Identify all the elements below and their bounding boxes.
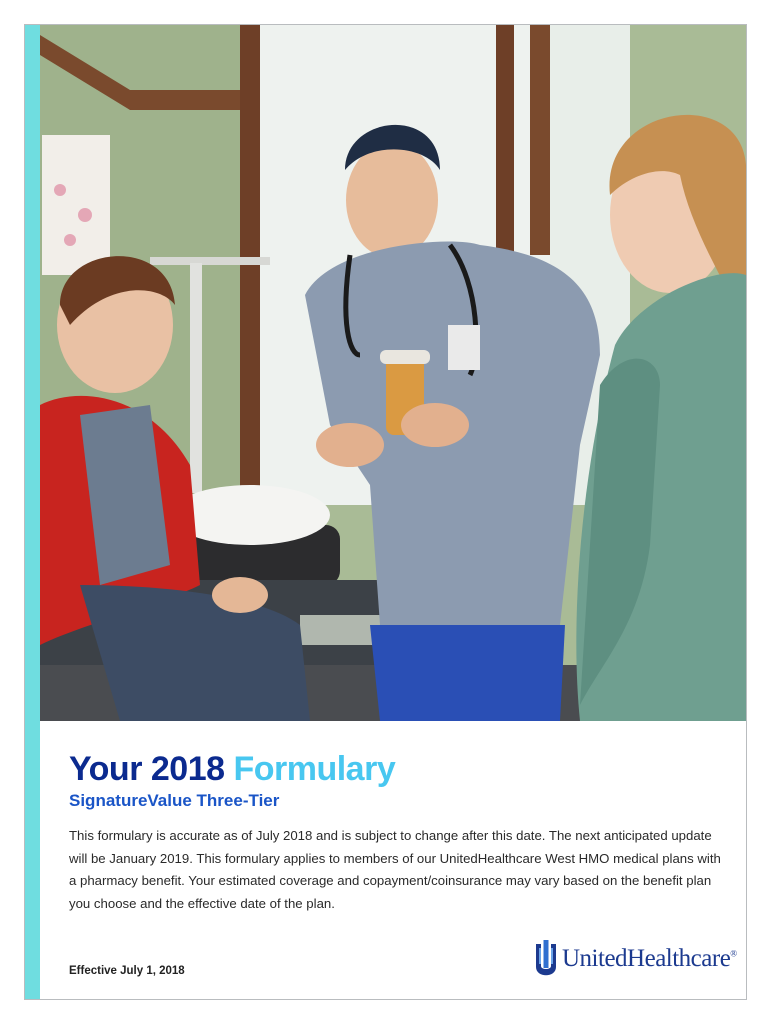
logo-registered-mark: ® — [730, 948, 737, 959]
logo-brand-name: UnitedHealthcare — [562, 945, 731, 972]
formulary-cover-page — [24, 24, 747, 1000]
plan-subtitle: SignatureValue Three-Tier — [69, 791, 280, 810]
accent-bar — [25, 25, 40, 999]
title-year-part: Your 2018 — [69, 750, 225, 788]
unitedhealthcare-logo — [536, 937, 737, 981]
cover-photo — [40, 25, 746, 721]
document-title — [69, 749, 395, 789]
effective-date: Effective July 1, 2018 — [69, 965, 185, 977]
logo-wordmark — [562, 945, 737, 973]
title-formulary-part: Formulary — [233, 750, 396, 788]
uhc-logo-icon — [536, 940, 556, 978]
doctor-patient-photo — [40, 25, 746, 721]
intro-paragraph: This formulary is accurate as of July 2018 and is subject to change after this date. The next anticipated update will be January 2019. This formulary applies to members of our UnitedHealthcare West HMO medical plans with a pharmacy benefit. Your estimated coverage and copayment/coinsurance may vary based on the benefit plan you choose and the effective date of the plan. — [69, 828, 721, 911]
